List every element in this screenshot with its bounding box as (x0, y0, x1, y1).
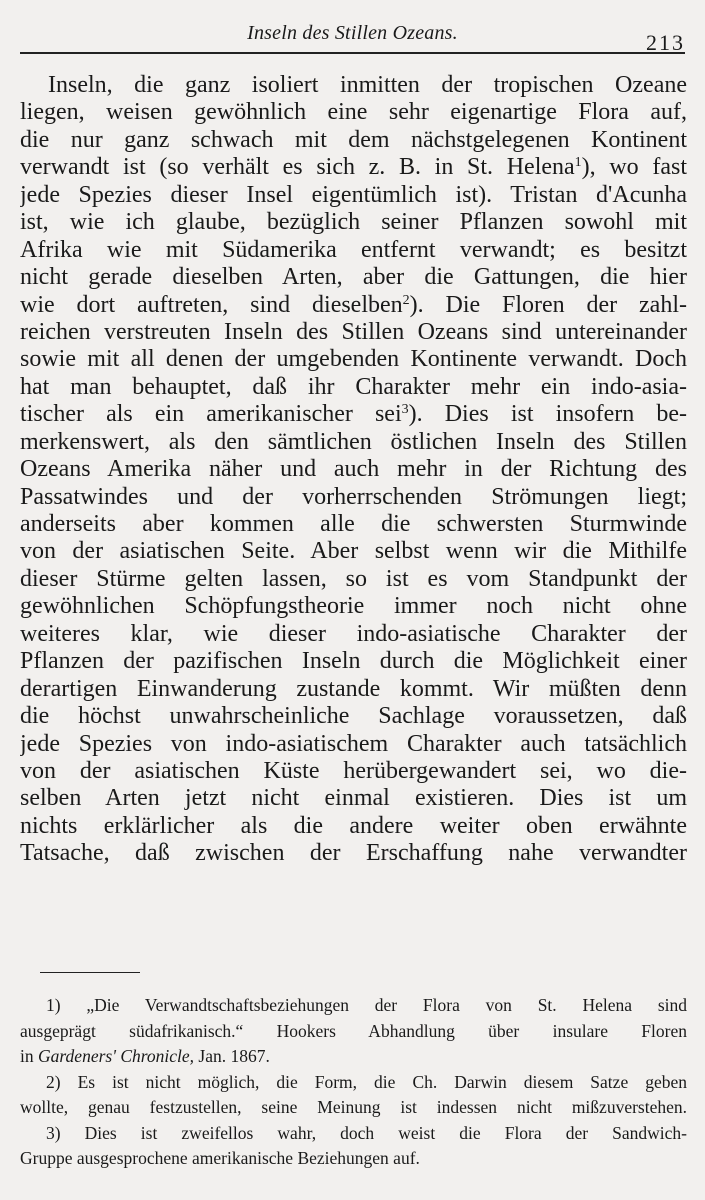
text-line: merkenswert, als den sämtlichen östlichen Inseln des Stillen (20, 428, 687, 455)
journal-title: Gardeners' Chronicle, (38, 1046, 195, 1066)
footnote-ref: 3 (401, 402, 409, 418)
footnote-line: Gruppe ausgesprochene amerikanische Beziehungen auf. (20, 1148, 420, 1168)
text-line: liegen, weisen gewöhnlich eine sehr eigenartige Flora auf, (20, 99, 687, 126)
text-line: die höchst unwahrscheinliche Sachlage voraussetzen, daß (20, 703, 687, 730)
text-line: reichen verstreuten Inseln des Stillen Ozeans sind untereinander (20, 318, 687, 345)
text-line: derartigen Einwanderung zustande kommt. Wir müßten denn (20, 675, 687, 702)
text-segment: in (20, 1046, 38, 1066)
text-segment: ). Dies ist insofern be- (408, 401, 687, 428)
text-segment: ), wo fast (581, 154, 687, 181)
text-segment: wie dort auftreten, sind dieselben (20, 291, 403, 318)
text-line: die nur ganz schwach mit dem nächstgelegenen Kontinent (20, 126, 687, 153)
text-line (20, 401, 687, 428)
footnote-line (20, 1044, 687, 1070)
text-line: Afrika wie mit Südamerika entfernt verwandt; es besitzt (20, 236, 687, 263)
text-line: Inseln, die ganz isoliert inmitten der tropischen Ozeane (48, 72, 687, 98)
text-line: nicht gerade dieselben Arten, aber die Gattungen, die hier (20, 264, 687, 291)
footnote-line: ausgeprägt südafrikanisch.“ Hookers Abhandlung über insulare Floren (20, 1020, 687, 1041)
footnote-ref: 2 (402, 292, 410, 308)
footnote-ref: 1 (574, 155, 582, 171)
text-line: von der asiatischen Küste herübergewandert sei, wo die- (20, 757, 687, 784)
footnote-line: 2) Es ist nicht möglich, die Form, die Ch. Darwin diesem Satze geben (46, 1071, 687, 1092)
text-line: weiteres klar, wie dieser indo-asiatische Charakter der (20, 620, 687, 647)
text-segment: verwandt ist (so verhält es sich z. B. in St. Helena (20, 154, 575, 181)
text-segment: tischer als ein amerikanischer sei (20, 401, 402, 428)
footnote-line: 1) „Die Verwandtschaftsbeziehungen der Flora von St. Helena sind (46, 995, 687, 1015)
text-segment: Jan. 1867. (194, 1046, 270, 1066)
footnote-line: 3) Dies ist zweifellos wahr, doch weist die Flora der Sandwich- (46, 1122, 687, 1143)
running-title: Inseln des Stillen Ozeans. (247, 22, 458, 44)
text-segment: ). Die Floren der zahl- (409, 291, 687, 318)
header-rule (20, 52, 685, 54)
text-line: gewöhnlichen Schöpfungstheorie immer noch nicht ohne (20, 593, 687, 620)
text-line: Pflanzen der pazifischen Inseln durch die Möglichkeit einer (20, 648, 687, 675)
footnote-rule (40, 972, 140, 973)
footnotes (20, 993, 687, 1172)
text-line: Passatwindes und der vorherrschenden Strömungen liegt; (20, 483, 687, 510)
running-header (20, 14, 685, 55)
footnote-line: wollte, genau festzustellen, seine Meinung ist indessen nicht mißzuverstehen. (20, 1097, 687, 1117)
body-text (20, 72, 687, 868)
text-line: von der asiatischen Seite. Aber selbst wenn wir die Mithilfe (20, 538, 687, 565)
text-line: jede Spezies dieser Insel eigentümlich ist). Tristan d'Acunha (20, 181, 687, 208)
text-line (20, 292, 687, 319)
text-line: nichts erklärlicher als die andere weiter oben erwähnte (20, 812, 687, 839)
text-line: Ozeans Amerika näher und auch mehr in der Richtung des (20, 456, 687, 483)
text-line: ist, wie ich glaube, bezüglich seiner Pflanzen sowohl mit (20, 209, 687, 236)
text-line: hat man behauptet, daß ihr Charakter mehr ein indo-asia- (20, 373, 687, 400)
page-number: 213 (646, 30, 685, 55)
text-line: Tatsache, daß zwischen der Erschaffung nahe verwandter (20, 840, 687, 867)
text-line: jede Spezies von indo-asiatischem Charakter auch tatsächlich (20, 730, 687, 757)
text-line: anderseits aber kommen alle die schwersten Sturmwinde (20, 511, 687, 537)
text-line (20, 154, 687, 181)
text-line: dieser Stürme gelten lassen, so ist es vom Standpunkt der (20, 565, 687, 592)
text-line: sowie mit all denen der umgebenden Kontinente verwandt. Doch (20, 346, 687, 373)
text-line: selben Arten jetzt nicht einmal existieren. Dies ist um (20, 785, 687, 812)
